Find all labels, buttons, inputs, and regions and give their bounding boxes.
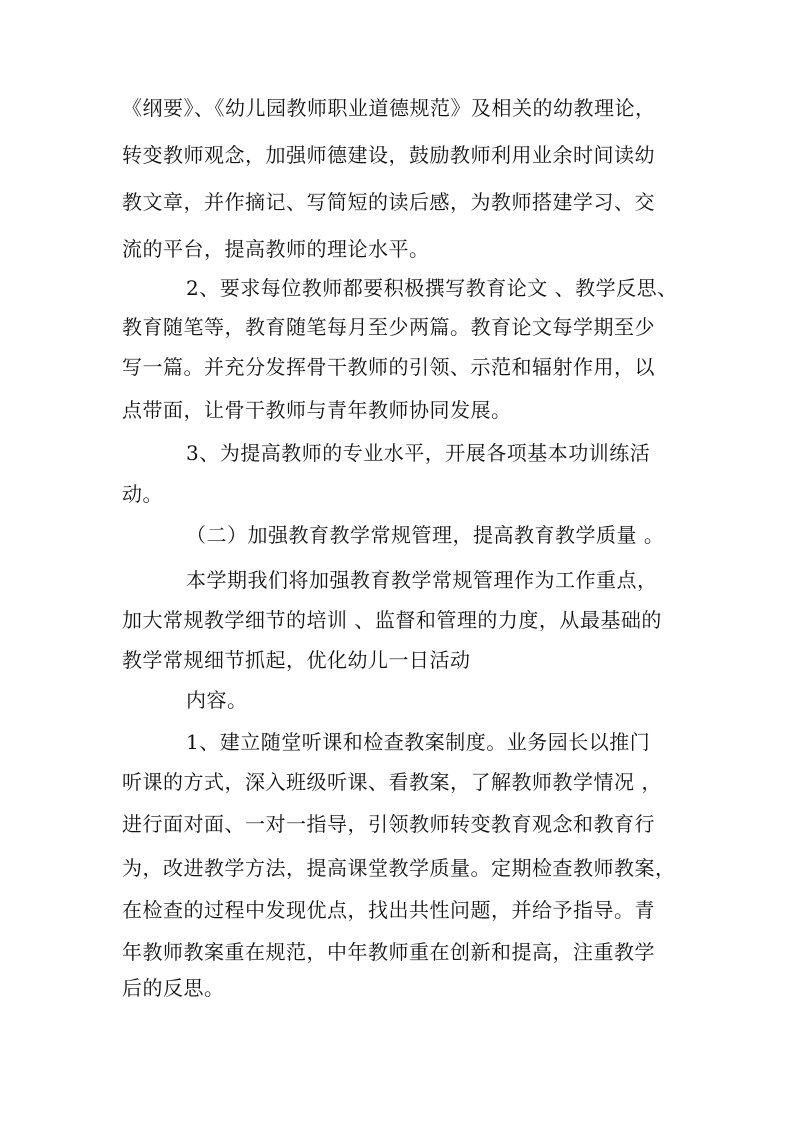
text-line: 本学期我们将加强教育教学常规管理作为工作重点， (186, 568, 658, 592)
text-line: 内容。 (186, 688, 248, 712)
section-heading: （二）加强教育教学常规管理，提高教育教学质量 。 (186, 523, 665, 547)
text-line: 3、为提高教师的专业水平，开展各项基本功训练活 (186, 441, 651, 465)
text-line: 教文章，并作摘记、写简短的读后感，为教师搭建学习、交 (122, 190, 655, 214)
text-line: 2、要求每位教师都要积极撰写教育论文 、教学反思、 (186, 276, 678, 300)
text-line: 写一篇。并充分发挥骨干教师的引领、示范和辐射作用，以 (122, 355, 655, 379)
text-line: 教学常规细节抓起，优化幼儿一日活动 (122, 648, 471, 672)
text-line: 后的反思。 (122, 976, 225, 1000)
text-line: 转变教师观念，加强师德建设，鼓励教师利用业余时间读幼 (122, 143, 655, 167)
text-line: 《纲要》、《幼儿园教师职业道德规范》及相关的幼教理论， (122, 96, 656, 120)
text-line: 在检查的过程中发现优点，找出共性问题，并给予指导。青 (122, 898, 655, 922)
text-line: 动。 (122, 482, 163, 506)
text-line: 进行面对面、一对一指导，引领教师转变教育观念和教育行 (122, 812, 655, 836)
text-line: 听课的方式，深入班级听课、看教案，了解教师教学情况 ， (122, 770, 662, 794)
text-line: 教育随笔等，教育随笔每月至少两篇。教育论文每学期至少 (122, 315, 655, 339)
text-line: 为，改进教学方法，提高课堂教学质量。定期检查教师教案， (122, 856, 676, 880)
text-line: 加大常规教学细节的培训 、监督和管理的力度，从最基础的 (122, 608, 662, 632)
text-line: 点带面，让骨干教师与青年教师协同发展。 (122, 398, 512, 422)
text-line: 年教师教案重在规范，中年教师重在创新和提高，注重教学 (122, 940, 655, 964)
text-line: 1、建立随堂听课和检查教案制度。业务园长以推门 (186, 730, 651, 754)
text-line: 流的平台，提高教师的理论水平。 (122, 237, 430, 261)
